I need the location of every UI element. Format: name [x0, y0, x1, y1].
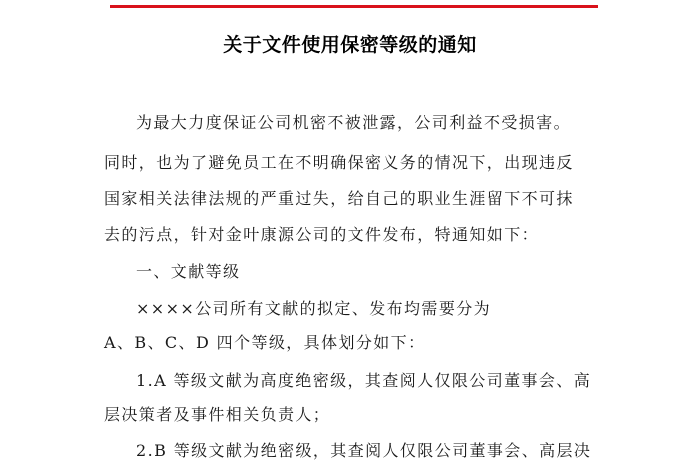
- paragraph-line-4: 去的污点，针对金叶康源公司的文件发布，特通知如下：: [104, 225, 540, 244]
- paragraph-line-6: A、B、C、D 四个等级，具体划分如下：: [104, 333, 426, 352]
- list-item-a-line-2: 层决策者及事件相关负责人；: [104, 405, 331, 424]
- paragraph-line-3: 国家相关法律法规的严重过失，给自己的职业生涯留下不可抹: [104, 189, 574, 208]
- list-item-b-line-1: 2.B 等级文献为绝密级，其查阅人仅限公司董事会、高层决: [136, 441, 592, 460]
- paragraph-line-5: ××××公司所有文献的拟定、发布均需要分为: [136, 299, 492, 318]
- section-heading: 一、文献等级: [136, 262, 241, 281]
- paragraph-line-2: 同时，也为了避免员工在不明确保密义务的情况下，出现违反: [104, 153, 574, 172]
- document-title: 关于文件使用保密等级的通知: [223, 34, 477, 56]
- red-header-rule: [110, 5, 598, 8]
- paragraph-line-1: 为最大力度保证公司机密不被泄露，公司利益不受损害。: [136, 113, 572, 132]
- list-item-a-line-1: 1.A 等级文献为高度绝密级，其查阅人仅限公司董事会、高: [136, 371, 592, 390]
